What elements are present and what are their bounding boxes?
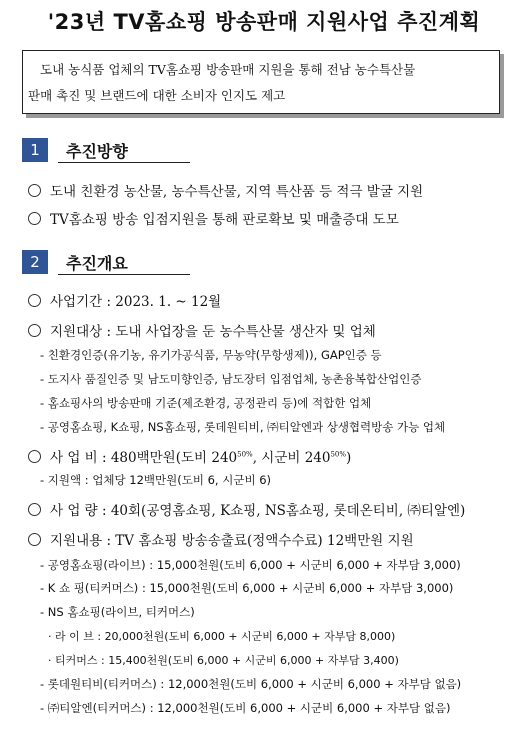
section-2-title: 추진개요 (66, 254, 128, 273)
circle-bullet-icon (28, 533, 41, 546)
support-line-2: - K 쇼 핑(티커머스) : 15,000천원(도비 6,000 + 시군비 6,000 + 자부담 3,000) (40, 581, 454, 595)
support-line-3: - NS 홈쇼핑(라이브, 티커머스) (40, 605, 195, 619)
circle-bullet-icon (28, 184, 41, 197)
overview-period: 사업기간 : 2023. 1. ~ 12월 (28, 290, 221, 310)
target-sub-3: - 홈쇼핑사의 방송판매 기준(제조환경, 공정관리 등)에 적합한 업체 (40, 396, 372, 410)
direction-item-2: TV홈쇼핑 방송 입점지원을 통해 판로확보 및 매출증대 도모 (28, 208, 399, 228)
summary-line-2: 판매 촉진 및 브랜드에 대한 소비자 인지도 제고 (28, 88, 286, 103)
overview-support: 지원내용 : TV 홈쇼핑 방송송출료(정액수수료) 12백만원 지원 (28, 529, 414, 549)
support-line-1: - 공영홈쇼핑(라이브) : 15,000천원(도비 6,000 + 시군비 6,000 + 자부담 3,000) (40, 558, 461, 572)
support-line-4: - 롯데원티비(티커머스) : 12,000천원(도비 6,000 + 시군비 6,000 + 자부담 없음) (40, 677, 462, 691)
target-sub-1: - 친환경인증(유기농, 유기가공식품, 무농약(무항생제)), GAP인증 등 (40, 348, 382, 362)
overview-entry: 사 업 량 : 40회(공영홈쇼핑, K쇼핑, NS홈쇼핑, 롯데온티비, ㈜티알엔) (28, 499, 465, 519)
overview-budget: 사 업 비 : 480백만원(도비 $240^{50\%}$, 시군비 $240^{50\%}$) (28, 446, 351, 466)
section-1-title: 추진방향 (66, 142, 128, 161)
section-2-underline (58, 274, 190, 275)
summary-line-1: 도내 농식품 업체의 TV홈쇼핑 방송판매 지원을 통해 전남 농수특산물 (40, 62, 416, 77)
direction-item-1: 도내 친환경 농산물, 농수특산물, 지역 특산품 등 적극 발굴 지원 (28, 180, 423, 200)
document-title: '23년 TV홈쇼핑 방송판매 지원사업 추진계획 (47, 10, 481, 34)
circle-bullet-icon (28, 294, 41, 307)
overview-target: 지원대상 : 도내 사업장을 둔 농수특산물 생산자 및 업체 (28, 320, 376, 340)
target-sub-2: - 도지사 품질인증 및 남도미향인증, 남도장터 입점업체, 농촌융복합산업인증 (40, 372, 422, 386)
section-2-number: 2 (22, 250, 48, 274)
section-1-number: 1 (22, 138, 48, 162)
circle-bullet-icon (28, 212, 41, 225)
circle-bullet-icon (28, 324, 41, 337)
circle-bullet-icon (28, 450, 41, 463)
section-1-underline (58, 162, 190, 163)
circle-bullet-icon (28, 503, 41, 516)
target-sub-4: - 공영홈쇼핑, K쇼핑, NS홈쇼핑, 롯데원티비, ㈜티알엔과 상생협력방송 가능 업체 (40, 420, 446, 434)
support-ns-sub-1: · 라 이 브 : 20,000천원(도비 6,000 + 시군비 6,000 + 자부담 8,000) (48, 630, 396, 643)
budget-sub: - 지원액 : 업체당 12백만원(도비 6, 시군비 6) (40, 473, 272, 487)
support-ns-sub-2: · 티커머스 : 15,400천원(도비 6,000 + 시군비 6,000 + 자부담 3,400) (48, 654, 399, 667)
support-line-5: - ㈜티알엔(티커머스) : 12,000천원(도비 6,000 + 시군비 6,000 + 자부담 없음) (40, 701, 451, 715)
